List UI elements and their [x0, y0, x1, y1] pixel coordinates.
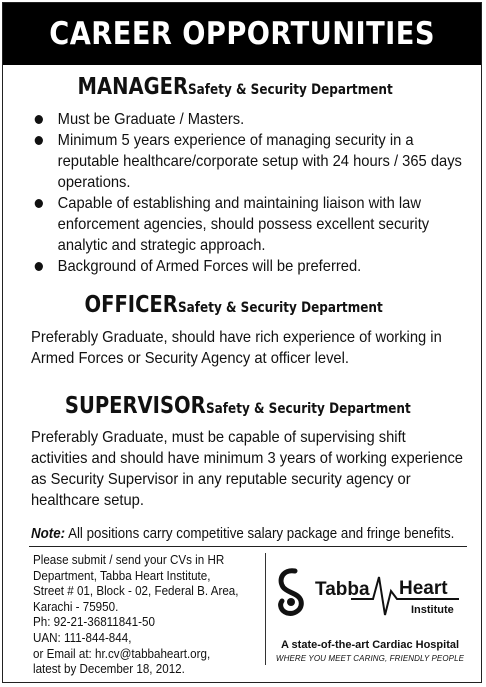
officer-section: [3, 293, 481, 317]
logo-subtitle: Institute: [411, 604, 454, 616]
contact-line: Street # 01, Block - 02, Federal B. Area,: [33, 584, 239, 599]
logo-slogan: WHERE YOU MEET CARING, FRIENDLY PEOPLE: [275, 654, 465, 663]
contact-line: Karachi - 75950.: [33, 599, 119, 614]
manager-role: MANAGER: [77, 74, 188, 100]
bullet-icon: [35, 262, 43, 271]
requirement-item: Minimum 5 years experience of managing security in a reputable healthcare/corporate setup with 24 hours / 365 days operations.: [31, 130, 463, 193]
contact-uan: UAN: 111-844-844,: [33, 630, 132, 645]
requirement-item: Must be Graduate / Masters.: [31, 109, 463, 130]
officer-heading: [3, 293, 481, 317]
contact-details: [33, 553, 266, 678]
contact-email: or Email at: hr.cv@tabbaheart.org,: [33, 646, 211, 661]
supervisor-section: [3, 394, 481, 418]
supervisor-role: SUPERVISOR: [64, 393, 206, 419]
note-line: [31, 525, 454, 543]
contact-line: Department, Tabba Heart Institute,: [33, 568, 211, 583]
bullet-icon: [35, 115, 43, 124]
title-banner: [3, 3, 481, 65]
officer-role: OFFICER: [84, 292, 178, 318]
supervisor-description: Preferably Graduate, must be capable of supervising shift activities and should have minimum 3 years of working experience as Security Supervisor in any reputable security agency or healthcare setup.: [31, 429, 463, 509]
logo-tagline: A state-of-the-art Cardiac Hospital: [280, 639, 460, 651]
footer-panel: [29, 546, 467, 677]
officer-department: Safety & Security Department: [178, 300, 383, 316]
tabba-heart-logo: [273, 561, 467, 671]
note-text: All positions carry competitive salary package and fringe benefits.: [68, 526, 455, 542]
divider: [265, 553, 266, 665]
requirement-item: Capable of establishing and maintaining liaison with law enforcement agencies, should possess excellent security analytic and strategic approach.: [31, 193, 463, 256]
logo-mark: [273, 561, 467, 635]
bullet-icon: [35, 136, 43, 145]
logo-name-left: Tabba: [315, 579, 370, 600]
officer-description: Preferably Graduate, should have rich experience of working in Armed Forces or Security Agency at officer level.: [31, 329, 442, 367]
job-advertisement: [2, 2, 482, 683]
manager-department: Safety & Security Department: [188, 82, 394, 98]
page-title: CAREER OPPORTUNITIES: [49, 16, 435, 52]
contact-phone: Ph: 92-21-36811841-50: [33, 615, 155, 630]
supervisor-heading: [3, 394, 481, 418]
requirement-item: Background of Armed Forces will be preferred.: [31, 256, 463, 277]
swirl-icon: [281, 571, 302, 614]
contact-deadline: latest by December 18, 2012.: [33, 662, 185, 677]
manager-requirements: [31, 109, 463, 277]
manager-section: [3, 75, 481, 99]
contact-line: Please submit / send your CVs in HR: [33, 553, 225, 567]
note-label: Note:: [31, 526, 66, 542]
supervisor-department: Safety & Security Department: [206, 401, 411, 417]
manager-heading: [3, 75, 481, 99]
logo-name-right: Heart: [399, 578, 448, 599]
bullet-icon: [35, 199, 43, 208]
